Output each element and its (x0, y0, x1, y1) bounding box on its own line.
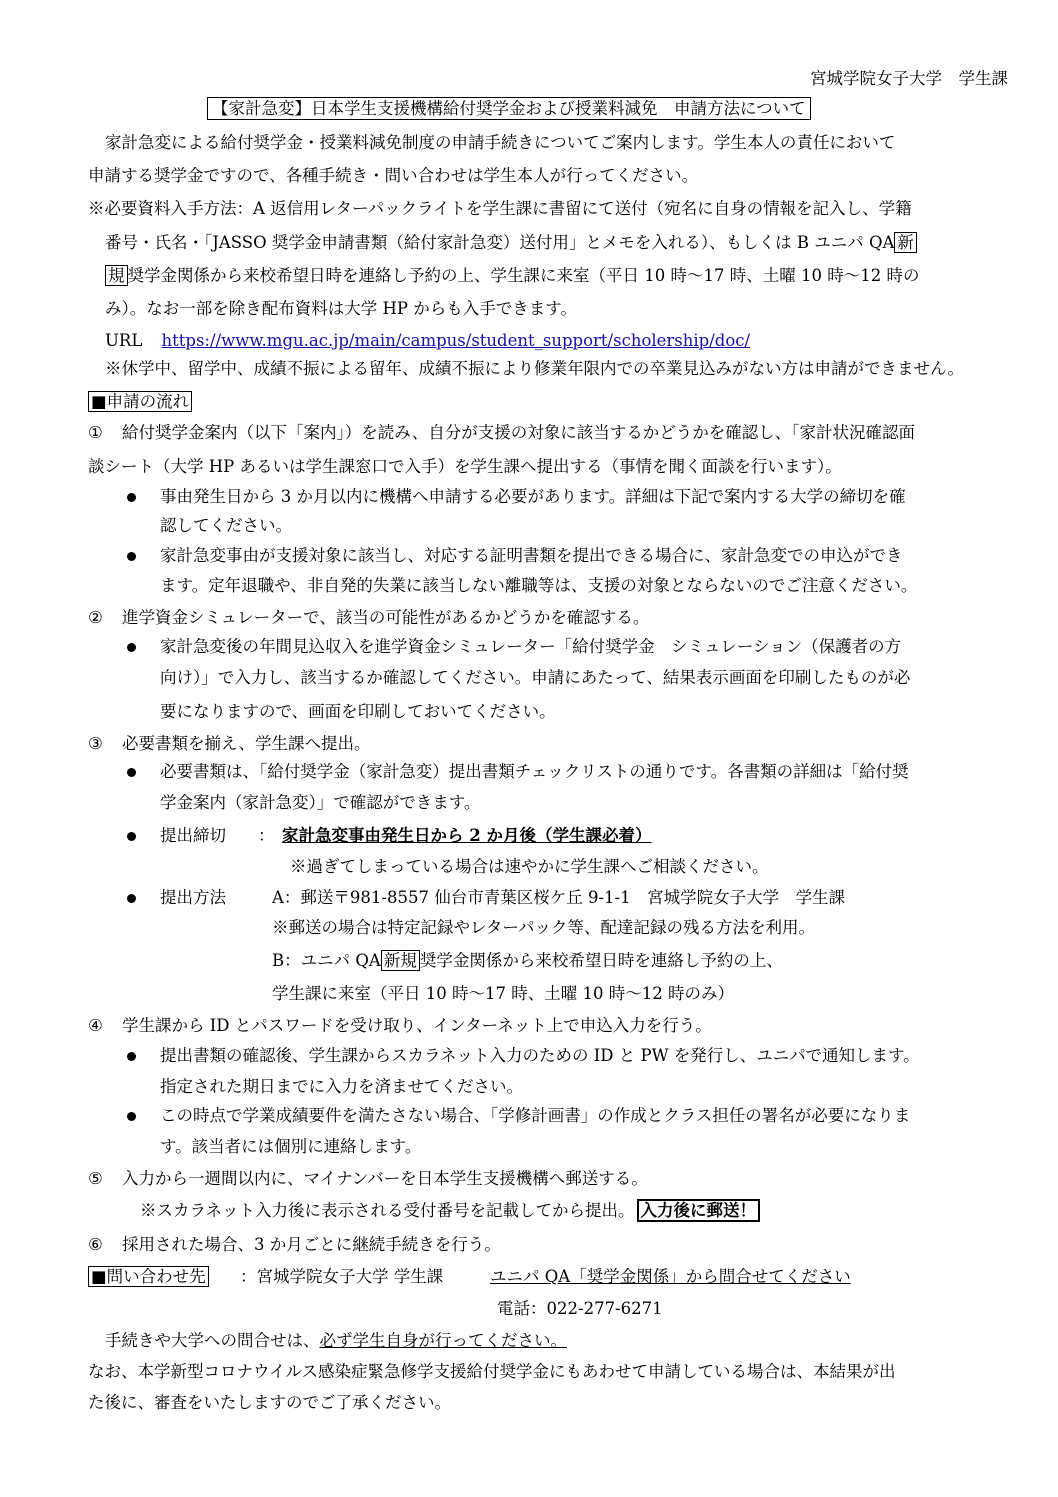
step-2-bullet-1-line-2: 向け）」で入力し、該当するか確認してください。申請にあたって、結果表示画面を印刷したものが必 (160, 668, 911, 687)
materials-line-1: ※必要資料入手方法：A 返信用レターパックライトを学生課に書留にて送付（宛名に自身の情報を記入し、学籍 (88, 199, 912, 218)
bullet-icon (127, 1052, 136, 1061)
step-1-line-2: 談シート（大学 HP あるいは学生課窓口で入手）を学生課へ提出する（事情を聞く面談を行います）。 (88, 457, 842, 476)
materials-line-4: み）。なお一部を除き配布資料は大学 HP からも入手できます。 (105, 299, 577, 318)
step-4-bullet-2-line-1: この時点で学業成績要件を満たさない場合、「学修計画書」の作成とクラス担任の署名が必要になりま (160, 1106, 911, 1125)
step-3-line-1: 必要書類を揃え、学生課へ提出。 (122, 734, 371, 753)
new-label-box: 新規 (381, 950, 420, 971)
mail-after-input-badge: 入力後に郵送！ (637, 1199, 761, 1222)
url-label: URL (105, 331, 143, 350)
step-5-number: ⑤ (88, 1169, 103, 1188)
footer-line-1-text: 手続きや大学への問合せは、 (105, 1331, 320, 1350)
step-1-line-1: 給付奨学金案内（以下「案内」）を読み、自分が支援の対象に該当するかどうかを確認し、「家計状況確認面 (122, 423, 915, 442)
step-4-line-1: 学生課から ID とパスワードを受け取り、インターネット上で申込入力を行う。 (122, 1016, 712, 1035)
step-4-bullet-1-line-1: 提出書類の確認後、学生課からスカラネット入力のための ID と PW を発行し、ユニパで通知します。 (160, 1046, 920, 1065)
contact-unipa: ユニパ QA「奨学金関係」から問合せてください (490, 1267, 851, 1286)
step-3-bullet-1-line-1: 必要書類は、「給付奨学金（家計急変）提出書類チェックリストの通りです。各書類の詳細は「給付奨 (160, 762, 909, 781)
bullet-icon (127, 643, 136, 652)
contact-heading (88, 1266, 209, 1288)
method-a-note: ※郵送の場合は特定記録やレターパック等、配達記録の残る方法を利用。 (272, 918, 816, 937)
materials-line-2-text: 番号・氏名・「JASSO 奨学金申請書類（給付家計急変）送付用」とメモを入れる）、もしくは B ユニパ QA (105, 233, 895, 252)
step-2-number: ② (88, 608, 103, 627)
materials-line-3 (105, 265, 919, 287)
new-label-box-cont: 規 (105, 265, 128, 286)
bullet-icon (127, 493, 136, 502)
method-b-line-1 (272, 950, 783, 972)
intro-line-2: 申請する奨学金ですので、各種手続き・問い合わせは学生本人が行ってください。 (88, 166, 699, 185)
step-6-line-1: 採用された場合、3 か月ごとに継続手続きを行う。 (122, 1235, 501, 1254)
materials-line-2 (105, 232, 917, 254)
footer-line-1 (105, 1330, 567, 1352)
bullet-icon (127, 1112, 136, 1121)
new-label-box: 新 (894, 232, 917, 253)
step-1-bullet-2-line-1: 家計急変事由が支援対象に該当し、対応する証明書類を提出できる場合に、家計急変での申込ができ (160, 546, 903, 565)
step-2-bullet-1-line-1: 家計急変後の年間見込収入を進学資金シミュレーター「給付奨学金 シミュレーション（保護者の方 (160, 637, 902, 656)
method-b-prefix: B：ユニパ QA (272, 951, 381, 970)
step-4-number: ④ (88, 1016, 103, 1035)
materials-line-3-text: 奨学金関係から来校希望日時を連絡し予約の上、学生課に来室（平日 10 時～17 時、土曜 10 時～12 時の (127, 266, 920, 285)
step-5-note: ※スカラネット入力後に表示される受付番号を記載してから提出。 (140, 1201, 635, 1220)
step-2-line-1: 進学資金シミュレーターで、該当の可能性があるかどうかを確認する。 (122, 608, 650, 627)
method-a: A：郵送〒981-8557 仙台市青葉区桜ケ丘 9-1-1 宮城学院女子大学 学生課 (272, 888, 846, 907)
deadline-colon: ： (258, 826, 275, 845)
step-6-number: ⑥ (88, 1235, 103, 1254)
step-1-bullet-2-line-2: ます。定年退職や、非自発的失業に該当しない離職等は、支援の対象とならないのでご注意ください。 (160, 576, 918, 595)
method-b-line-2: 学生課に来室（平日 10 時～17 時、土曜 10 時～12 時のみ） (272, 984, 734, 1003)
url-row (105, 330, 750, 352)
step-1-bullet-1-line-2: 認してください。 (160, 516, 292, 535)
method-label: 提出方法 (160, 888, 226, 907)
footer-line-3: た後に、審査をいたしますのでご了承ください。 (88, 1393, 451, 1412)
bullet-icon (127, 552, 136, 561)
step-1-number: ① (88, 423, 103, 442)
flow-heading (88, 391, 192, 413)
org-header: 宮城学院女子大学 学生課 (810, 69, 1008, 88)
step-3-bullet-1-line-2: 学金案内（家計急変）」で確認ができます。 (160, 793, 481, 812)
contact-office: ：宮城学院女子大学 学生課 (240, 1267, 444, 1286)
bullet-icon (127, 832, 136, 841)
eligibility-note: ※休学中、留学中、成績不振による留年、成績不振により修業年限内での卒業見込みがない方は申請ができません。 (105, 359, 964, 378)
step-1-bullet-1-line-1: 事由発生日から 3 か月以内に機構へ申請する必要があります。詳細は下記で案内する大学の締切を確 (160, 487, 906, 506)
bullet-icon (127, 894, 136, 903)
step-4-bullet-1-line-2: 指定された期日までに入力を済ませてください。 (160, 1077, 523, 1096)
step-2-bullet-1-line-3: 要になりますので、画面を印刷しておいてください。 (160, 702, 556, 721)
step-5-line-1: 入力から一週間以内に、マイナンバーを日本学生支援機構へ郵送する。 (122, 1169, 648, 1188)
step-3-number: ③ (88, 734, 103, 753)
contact-heading-box: ■問い合わせ先 (88, 1266, 209, 1287)
footer-emphasis: 必ず学生自身が行ってください。 (319, 1331, 567, 1350)
method-b-text: 奨学金関係から来校希望日時を連絡し予約の上、 (419, 951, 783, 970)
flow-heading-box: ■申請の流れ (88, 391, 192, 412)
deadline-label: 提出締切 (160, 826, 226, 845)
contact-phone: 電話：022-277-6271 (497, 1299, 663, 1318)
step-5-note-row (140, 1200, 760, 1222)
bullet-icon (127, 768, 136, 777)
url-link[interactable]: https://www.mgu.ac.jp/main/campus/student_support/scholership/doc/ (161, 331, 751, 350)
deadline-value: 家計急変事由発生日から 2 か月後（学生課必着） (282, 826, 652, 845)
footer-line-2: なお、本学新型コロナウイルス感染症緊急修学支援給付奨学金にもあわせて申請している場合は、本結果が出 (88, 1362, 896, 1381)
title-box: 【家計急変】日本学生支援機構給付奨学金および授業料減免 申請方法について (207, 97, 811, 120)
deadline-note: ※過ぎてしまっている場合は速やかに学生課へご相談ください。 (290, 857, 769, 876)
step-4-bullet-2-line-2: す。該当者には個別に連絡します。 (160, 1137, 422, 1156)
intro-line-1: 家計急変による給付奨学金・授業料減免制度の申請手続きについてご案内します。学生本人の責任において (105, 133, 896, 152)
document-title (207, 98, 811, 120)
